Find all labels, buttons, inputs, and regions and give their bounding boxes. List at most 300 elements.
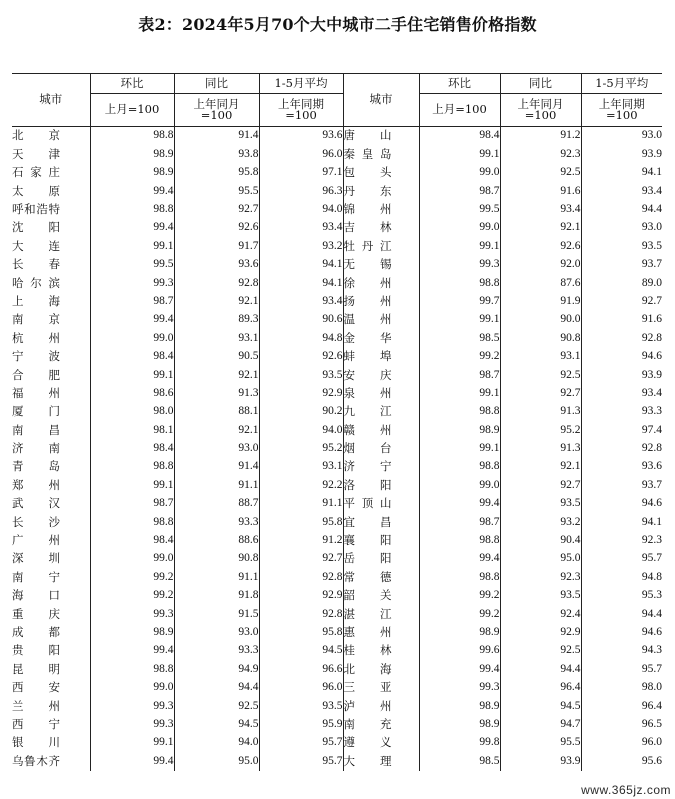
avg-value-right: 94.6 — [581, 624, 662, 642]
city-name-right: 赣州 — [343, 421, 419, 439]
city-name-right: 济宁 — [343, 458, 419, 476]
city-name-left: 深圳 — [12, 551, 60, 566]
table-row — [12, 532, 662, 550]
city-name-left: 南京 — [12, 312, 60, 327]
yoy-base-right: 上年同月 =100 — [500, 94, 581, 127]
mom-value-left: 99.4 — [90, 219, 174, 237]
mom-value-left: 99.0 — [90, 329, 174, 347]
mom-header-left: 环比 — [90, 74, 174, 94]
mom-value-left: 99.3 — [90, 605, 174, 623]
city-name-right: 遵义 — [343, 734, 419, 752]
avg-value-right: 93.5 — [581, 237, 662, 255]
yoy-value-right: 93.4 — [500, 201, 581, 219]
city-name-right: 烟台 — [343, 440, 419, 458]
city-name-left: 海口 — [12, 588, 60, 603]
yoy-value-left: 92.6 — [174, 219, 259, 237]
mom-value-left: 99.0 — [90, 679, 174, 697]
mom-value-left: 99.1 — [90, 237, 174, 255]
mom-value-right: 99.1 — [419, 384, 500, 402]
yoy-value-left: 93.0 — [174, 624, 259, 642]
mom-value-left: 99.3 — [90, 274, 174, 292]
mom-value-right: 99.1 — [419, 311, 500, 329]
yoy-value-left: 90.5 — [174, 348, 259, 366]
yoy-value-right: 92.6 — [500, 237, 581, 255]
city-name-right: 安庆 — [343, 366, 419, 384]
mom-value-right: 99.1 — [419, 440, 500, 458]
city-name-left: 上海 — [12, 293, 60, 308]
city-name-left: 沈阳 — [12, 220, 60, 235]
yoy-value-left: 91.4 — [174, 458, 259, 476]
yoy-value-left: 93.1 — [174, 329, 259, 347]
mom-value-right: 99.4 — [419, 660, 500, 678]
city-name-left: 重庆 — [12, 606, 60, 621]
yoy-value-right: 93.1 — [500, 348, 581, 366]
avg-value-right: 94.3 — [581, 642, 662, 660]
yoy-value-left: 89.3 — [174, 311, 259, 329]
table-row — [12, 440, 662, 458]
city-name-right: 桂林 — [343, 642, 419, 660]
mom-value-right: 98.8 — [419, 532, 500, 550]
avg-value-left: 93.4 — [259, 219, 343, 237]
mom-value-left: 98.8 — [90, 458, 174, 476]
yoy-value-right: 92.1 — [500, 219, 581, 237]
mom-value-left: 98.8 — [90, 660, 174, 678]
mom-value-right: 99.2 — [419, 587, 500, 605]
city-name-left: 西安 — [12, 680, 60, 695]
city-name-left: 石家庄 — [12, 165, 60, 180]
table-row — [12, 495, 662, 513]
city-name-right: 徐州 — [343, 274, 419, 292]
avg-value-left: 94.8 — [259, 329, 343, 347]
avg-value-right: 95.7 — [581, 550, 662, 568]
yoy-value-right: 91.3 — [500, 440, 581, 458]
avg-value-left: 93.6 — [259, 127, 343, 146]
mom-value-left: 99.3 — [90, 697, 174, 715]
avg-value-left: 92.9 — [259, 384, 343, 402]
table-row — [12, 366, 662, 384]
table-row — [12, 642, 662, 660]
yoy-value-right: 94.5 — [500, 697, 581, 715]
city-name-left: 合肥 — [12, 367, 60, 382]
table-row — [12, 550, 662, 568]
avg-value-right: 93.3 — [581, 403, 662, 421]
city-name-left: 哈尔滨 — [12, 275, 60, 290]
table-row — [12, 403, 662, 421]
mom-value-right: 99.7 — [419, 293, 500, 311]
city-name-right: 湛江 — [343, 605, 419, 623]
mom-value-right: 99.3 — [419, 679, 500, 697]
city-name-left: 长沙 — [12, 514, 60, 529]
mom-value-right: 99.2 — [419, 605, 500, 623]
table-row — [12, 237, 662, 255]
avg-value-left: 96.0 — [259, 679, 343, 697]
mom-value-right: 98.4 — [419, 127, 500, 146]
mom-value-left: 99.4 — [90, 642, 174, 660]
mom-value-right: 98.5 — [419, 329, 500, 347]
yoy-value-left: 91.1 — [174, 568, 259, 586]
city-name-left: 西宁 — [12, 716, 60, 731]
city-name-right: 常德 — [343, 568, 419, 586]
mom-value-left: 98.9 — [90, 164, 174, 182]
avg-value-right: 93.6 — [581, 458, 662, 476]
city-name-left: 济南 — [12, 441, 60, 456]
yoy-value-left: 90.8 — [174, 550, 259, 568]
yoy-value-left: 95.0 — [174, 752, 259, 770]
avg-value-right: 92.8 — [581, 329, 662, 347]
avg-value-left: 92.8 — [259, 605, 343, 623]
yoy-value-left: 92.5 — [174, 697, 259, 715]
mom-value-right: 99.4 — [419, 495, 500, 513]
avg-value-left: 94.0 — [259, 421, 343, 439]
mom-value-right: 99.1 — [419, 145, 500, 163]
yoy-value-left: 91.8 — [174, 587, 259, 605]
avg-value-left: 92.6 — [259, 348, 343, 366]
mom-value-right: 98.5 — [419, 752, 500, 770]
city-name-right: 三亚 — [343, 679, 419, 697]
avg-value-right: 94.6 — [581, 348, 662, 366]
mom-value-right: 98.7 — [419, 366, 500, 384]
yoy-value-left: 93.6 — [174, 256, 259, 274]
yoy-value-left: 94.5 — [174, 716, 259, 734]
mom-value-left: 98.9 — [90, 145, 174, 163]
yoy-value-right: 92.0 — [500, 256, 581, 274]
city-name-right: 包头 — [343, 164, 419, 182]
yoy-value-right: 91.3 — [500, 403, 581, 421]
city-name-left: 大连 — [12, 238, 60, 253]
mom-value-left: 99.4 — [90, 311, 174, 329]
yoy-value-right: 94.7 — [500, 716, 581, 734]
avg-value-left: 92.9 — [259, 587, 343, 605]
table-row — [12, 329, 662, 347]
table-row — [12, 458, 662, 476]
mom-value-right: 99.5 — [419, 201, 500, 219]
yoy-header-right: 同比 — [500, 74, 581, 94]
avg-value-right: 94.8 — [581, 568, 662, 586]
yoy-value-left: 93.3 — [174, 642, 259, 660]
yoy-value-left: 91.4 — [174, 127, 259, 146]
avg-value-right: 92.7 — [581, 293, 662, 311]
yoy-value-right: 95.5 — [500, 734, 581, 752]
city-name-right: 洛阳 — [343, 476, 419, 494]
city-name-right: 北海 — [343, 660, 419, 678]
city-header-left: 城市 — [12, 74, 90, 127]
mom-value-right: 98.9 — [419, 421, 500, 439]
avg-value-right: 93.7 — [581, 256, 662, 274]
table-row — [12, 660, 662, 678]
mom-value-left: 99.2 — [90, 587, 174, 605]
yoy-value-left: 88.7 — [174, 495, 259, 513]
yoy-value-left: 92.1 — [174, 293, 259, 311]
mom-value-left: 99.1 — [90, 366, 174, 384]
mom-value-right: 98.8 — [419, 568, 500, 586]
table-row — [12, 752, 662, 770]
yoy-value-left: 93.0 — [174, 440, 259, 458]
avg-value-left: 90.2 — [259, 403, 343, 421]
avg-value-left: 95.9 — [259, 716, 343, 734]
table-row — [12, 384, 662, 402]
yoy-value-right: 92.3 — [500, 145, 581, 163]
city-name-right: 大理 — [343, 752, 419, 770]
city-name-left: 贵阳 — [12, 643, 60, 658]
city-name-right: 泸州 — [343, 697, 419, 715]
table-row — [12, 605, 662, 623]
city-name-left: 宁波 — [12, 349, 60, 364]
avg-header-left: 1-5月平均 — [259, 74, 343, 94]
table-row — [12, 587, 662, 605]
table-title: 表2：2024年5月70个大中城市二手住宅销售价格指数 — [138, 15, 537, 34]
avg-value-right: 93.0 — [581, 219, 662, 237]
avg-value-left: 95.7 — [259, 734, 343, 752]
table-row — [12, 293, 662, 311]
city-name-right: 扬州 — [343, 293, 419, 311]
avg-value-left: 95.8 — [259, 624, 343, 642]
mom-value-left: 98.4 — [90, 440, 174, 458]
yoy-value-left: 95.5 — [174, 182, 259, 200]
yoy-value-right: 92.1 — [500, 458, 581, 476]
mom-value-right: 99.1 — [419, 237, 500, 255]
avg-value-left: 93.1 — [259, 458, 343, 476]
table-row — [12, 624, 662, 642]
yoy-value-right: 94.4 — [500, 660, 581, 678]
table-row — [12, 311, 662, 329]
yoy-value-left: 92.7 — [174, 201, 259, 219]
avg-value-right: 94.1 — [581, 164, 662, 182]
table-row — [12, 513, 662, 531]
city-name-right: 无锡 — [343, 256, 419, 274]
city-name-right: 九江 — [343, 403, 419, 421]
city-name-left: 厦门 — [12, 404, 60, 419]
mom-value-left: 98.8 — [90, 127, 174, 146]
mom-value-right: 98.7 — [419, 513, 500, 531]
city-name-left: 兰州 — [12, 698, 60, 713]
avg-value-left: 95.8 — [259, 513, 343, 531]
mom-value-left: 99.5 — [90, 256, 174, 274]
city-header-right: 城市 — [343, 74, 419, 127]
avg-value-left: 94.1 — [259, 274, 343, 292]
yoy-value-right: 93.2 — [500, 513, 581, 531]
yoy-base-left: 上年同月 =100 — [174, 94, 259, 127]
avg-value-left: 94.1 — [259, 256, 343, 274]
yoy-value-right: 90.0 — [500, 311, 581, 329]
table-row — [12, 348, 662, 366]
mom-value-left: 99.4 — [90, 182, 174, 200]
yoy-value-right: 92.3 — [500, 568, 581, 586]
mom-value-right: 98.8 — [419, 403, 500, 421]
mom-value-left: 98.4 — [90, 348, 174, 366]
table-row — [12, 274, 662, 292]
city-name-left: 南宁 — [12, 569, 60, 584]
avg-value-left: 92.8 — [259, 568, 343, 586]
yoy-value-right: 90.4 — [500, 532, 581, 550]
city-name-left: 青岛 — [12, 459, 60, 474]
city-name-right: 岳阳 — [343, 550, 419, 568]
yoy-value-left: 92.1 — [174, 366, 259, 384]
city-name-left: 杭州 — [12, 330, 60, 345]
mom-value-right: 99.0 — [419, 219, 500, 237]
mom-value-right: 99.3 — [419, 256, 500, 274]
city-name-left: 武汉 — [12, 496, 60, 511]
avg-value-right: 92.3 — [581, 532, 662, 550]
yoy-value-right: 92.5 — [500, 164, 581, 182]
city-name-right: 惠州 — [343, 624, 419, 642]
mom-value-left: 99.4 — [90, 752, 174, 770]
city-name-right: 泉州 — [343, 384, 419, 402]
mom-value-left: 98.0 — [90, 403, 174, 421]
city-name-left: 郑州 — [12, 477, 60, 492]
yoy-value-right: 90.8 — [500, 329, 581, 347]
mom-value-left: 98.1 — [90, 421, 174, 439]
city-name-right: 宜昌 — [343, 513, 419, 531]
yoy-value-right: 95.2 — [500, 421, 581, 439]
yoy-value-left: 91.5 — [174, 605, 259, 623]
yoy-value-right: 87.6 — [500, 274, 581, 292]
avg-value-left: 96.6 — [259, 660, 343, 678]
avg-value-right: 95.6 — [581, 752, 662, 770]
table-row — [12, 219, 662, 237]
avg-value-right: 94.1 — [581, 513, 662, 531]
mom-value-right: 98.9 — [419, 697, 500, 715]
city-name-left: 广州 — [12, 533, 60, 548]
mom-value-left: 99.1 — [90, 476, 174, 494]
table-row — [12, 734, 662, 752]
city-name-right: 锦州 — [343, 201, 419, 219]
table-row — [12, 716, 662, 734]
city-name-left: 太原 — [12, 183, 60, 198]
table-row — [12, 421, 662, 439]
avg-value-left: 93.4 — [259, 293, 343, 311]
yoy-value-left: 92.1 — [174, 421, 259, 439]
yoy-value-right: 93.9 — [500, 752, 581, 770]
avg-value-right: 96.4 — [581, 697, 662, 715]
yoy-value-left: 88.1 — [174, 403, 259, 421]
city-name-left: 银川 — [12, 735, 60, 750]
yoy-value-right: 92.5 — [500, 366, 581, 384]
yoy-value-right: 91.2 — [500, 127, 581, 146]
avg-value-right: 93.4 — [581, 384, 662, 402]
mom-value-left: 99.2 — [90, 568, 174, 586]
mom-value-left: 99.3 — [90, 716, 174, 734]
mom-value-right: 98.7 — [419, 182, 500, 200]
table-row — [12, 182, 662, 200]
avg-value-right: 97.4 — [581, 421, 662, 439]
yoy-value-right: 92.9 — [500, 624, 581, 642]
yoy-value-left: 94.9 — [174, 660, 259, 678]
city-name-right: 襄阳 — [343, 532, 419, 550]
avg-value-right: 93.7 — [581, 476, 662, 494]
mom-value-right: 99.0 — [419, 476, 500, 494]
mom-value-left: 98.7 — [90, 293, 174, 311]
yoy-value-right: 92.7 — [500, 384, 581, 402]
mom-value-right: 99.8 — [419, 734, 500, 752]
yoy-value-right: 92.5 — [500, 642, 581, 660]
avg-value-left: 96.3 — [259, 182, 343, 200]
city-name-left: 福州 — [12, 385, 60, 400]
yoy-value-left: 93.8 — [174, 145, 259, 163]
yoy-value-right: 91.6 — [500, 182, 581, 200]
city-name-left: 呼和浩特 — [12, 202, 60, 216]
mom-value-right: 99.6 — [419, 642, 500, 660]
yoy-value-right: 95.0 — [500, 550, 581, 568]
city-name-left: 天津 — [12, 146, 60, 161]
avg-value-right: 94.4 — [581, 605, 662, 623]
avg-value-right: 98.0 — [581, 679, 662, 697]
avg-value-left: 91.2 — [259, 532, 343, 550]
mom-value-right: 98.8 — [419, 274, 500, 292]
mom-header-right: 环比 — [419, 74, 500, 94]
avg-base-left: 上年同期 =100 — [259, 94, 343, 127]
avg-value-right: 93.4 — [581, 182, 662, 200]
city-name-left: 乌鲁木齐 — [12, 753, 60, 768]
yoy-value-right: 91.9 — [500, 293, 581, 311]
avg-value-left: 92.7 — [259, 550, 343, 568]
table-row — [12, 127, 662, 146]
table-row — [12, 164, 662, 182]
mom-value-left: 98.8 — [90, 513, 174, 531]
yoy-value-right: 93.5 — [500, 587, 581, 605]
mom-base-left: 上月=100 — [90, 94, 174, 127]
city-name-left: 北京 — [12, 128, 60, 143]
avg-value-right: 91.6 — [581, 311, 662, 329]
city-name-right: 金华 — [343, 329, 419, 347]
avg-value-right: 94.4 — [581, 201, 662, 219]
yoy-value-right: 92.7 — [500, 476, 581, 494]
city-name-left: 长春 — [12, 257, 60, 272]
watermark: www.365jz.com — [581, 783, 671, 797]
mom-value-right: 98.9 — [419, 716, 500, 734]
avg-value-right: 89.0 — [581, 274, 662, 292]
table-row — [12, 697, 662, 715]
yoy-value-left: 88.6 — [174, 532, 259, 550]
mom-value-right: 99.4 — [419, 550, 500, 568]
yoy-value-left: 91.3 — [174, 384, 259, 402]
avg-value-right: 93.0 — [581, 127, 662, 146]
avg-value-left: 96.0 — [259, 145, 343, 163]
avg-value-right: 96.0 — [581, 734, 662, 752]
price-index-table — [12, 73, 662, 771]
yoy-value-right: 96.4 — [500, 679, 581, 697]
yoy-value-left: 94.4 — [174, 679, 259, 697]
city-name-right: 韶关 — [343, 587, 419, 605]
mom-value-right: 99.2 — [419, 348, 500, 366]
city-name-right: 吉林 — [343, 219, 419, 237]
avg-header-right: 1-5月平均 — [581, 74, 662, 94]
mom-value-left: 98.4 — [90, 532, 174, 550]
avg-value-left: 90.6 — [259, 311, 343, 329]
mom-value-left: 98.6 — [90, 384, 174, 402]
city-name-left: 南昌 — [12, 422, 60, 437]
avg-value-left: 95.7 — [259, 752, 343, 770]
city-name-left: 成都 — [12, 624, 60, 639]
city-name-right: 牡丹江 — [343, 237, 419, 255]
table-row — [12, 256, 662, 274]
table-row — [12, 679, 662, 697]
mom-value-left: 99.1 — [90, 734, 174, 752]
city-name-left: 昆明 — [12, 661, 60, 676]
avg-value-left: 93.5 — [259, 366, 343, 384]
mom-value-left: 98.7 — [90, 495, 174, 513]
yoy-value-left: 94.0 — [174, 734, 259, 752]
city-name-right: 平顶山 — [343, 495, 419, 513]
avg-value-right: 94.6 — [581, 495, 662, 513]
table-row — [12, 201, 662, 219]
city-name-right: 南充 — [343, 716, 419, 734]
avg-base-right: 上年同期 =100 — [581, 94, 662, 127]
yoy-value-left: 91.1 — [174, 476, 259, 494]
mom-value-right: 98.9 — [419, 624, 500, 642]
mom-value-left: 98.8 — [90, 201, 174, 219]
yoy-value-left: 95.8 — [174, 164, 259, 182]
avg-value-right: 95.7 — [581, 660, 662, 678]
